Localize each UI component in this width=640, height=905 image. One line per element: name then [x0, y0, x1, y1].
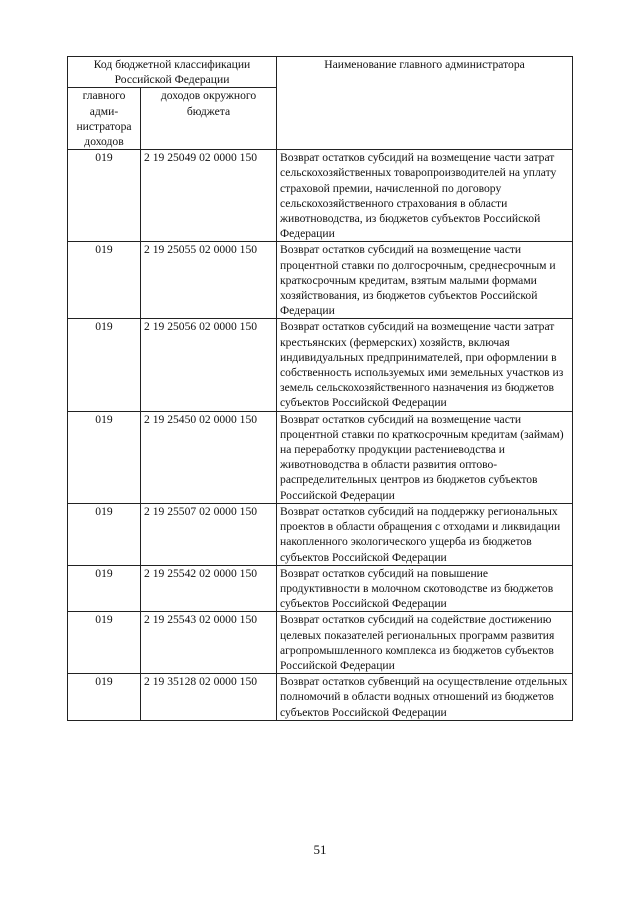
table-row — [68, 612, 573, 674]
administrator-name-cell: Возврат остатков субсидий на содействие достижению целевых показателей региональных программ развития агропромышленного комплекса из бюджетов субъектов Российской Федерации — [277, 612, 573, 674]
income-code-cell: 2 19 25543 02 0000 150 — [141, 612, 277, 674]
admin-code-cell: 019 — [68, 503, 141, 565]
table-row — [68, 150, 573, 242]
table-row — [68, 319, 573, 411]
table-row — [68, 242, 573, 319]
administrator-name-cell: Возврат остатков субсидий на поддержку региональных проектов в области обращения с отходами и ликвидации накопленного экологического ущерба из бюджетов субъектов Российской Федерации — [277, 503, 573, 565]
header-administrator-name: Наименование главного администратора — [277, 57, 573, 150]
header-district-budget-income: доходов окружного бюджета — [141, 88, 277, 150]
administrator-name-cell: Возврат остатков субсидий на возмещение части затрат крестьянских (фермерских) хозяйств, включая индивидуальных предпринимателей, при оформлении в собственность используемых ими земельных участков из земель сельскохозяйственного назначения из бюджетов субъектов Российской Федерации — [277, 319, 573, 411]
table-row — [68, 503, 573, 565]
admin-code-cell: 019 — [68, 674, 141, 721]
income-code-cell: 2 19 25542 02 0000 150 — [141, 565, 277, 612]
income-code-cell: 2 19 25056 02 0000 150 — [141, 319, 277, 411]
administrator-name-cell: Возврат остатков субвенций на осуществление отдельных полномочий в области водных отношений из бюджетов субъектов Российской Федерации — [277, 674, 573, 721]
income-code-cell: 2 19 25507 02 0000 150 — [141, 503, 277, 565]
table-row — [68, 674, 573, 721]
admin-code-cell: 019 — [68, 565, 141, 612]
header-row-group — [68, 57, 573, 88]
admin-code-cell: 019 — [68, 319, 141, 411]
table-row — [68, 565, 573, 612]
administrator-name-cell: Возврат остатков субсидий на повышение продуктивности в молочном скотоводстве из бюджетов субъектов Российской Федерации — [277, 565, 573, 612]
budget-classification-table — [67, 56, 573, 721]
administrator-name-cell: Возврат остатков субсидий на возмещение части процентной ставки по долгосрочным, среднесрочным и краткосрочным кредитам, взятым малыми формами хозяйствования, из бюджетов субъектов Российской Федерации — [277, 242, 573, 319]
admin-code-cell: 019 — [68, 242, 141, 319]
income-code-cell: 2 19 25450 02 0000 150 — [141, 411, 277, 503]
table-row — [68, 411, 573, 503]
administrator-name-cell: Возврат остатков субсидий на возмещение части процентной ставки по краткосрочным кредитам (займам) на переработку продукции растениеводства и животноводства в области развития оптово-распределительных центров из бюджетов субъектов Российской Федерации — [277, 411, 573, 503]
income-code-cell: 2 19 35128 02 0000 150 — [141, 674, 277, 721]
header-budget-classification-code: Код бюджетной классификации Российской Федерации — [68, 57, 277, 88]
admin-code-cell: 019 — [68, 150, 141, 242]
page-number: 51 — [313, 842, 327, 857]
admin-code-cell: 019 — [68, 612, 141, 674]
administrator-name-cell: Возврат остатков субсидий на возмещение части затрат сельскохозяйственных товаропроизводителей на уплату страховой премии, начисленной по договору сельскохозяйственного страхования в области животноводства, из бюджетов субъектов Российской Федерации — [277, 150, 573, 242]
income-code-cell: 2 19 25055 02 0000 150 — [141, 242, 277, 319]
admin-code-cell: 019 — [68, 411, 141, 503]
header-chief-administrator: главного адми-нистратора доходов — [68, 88, 141, 150]
income-code-cell: 2 19 25049 02 0000 150 — [141, 150, 277, 242]
